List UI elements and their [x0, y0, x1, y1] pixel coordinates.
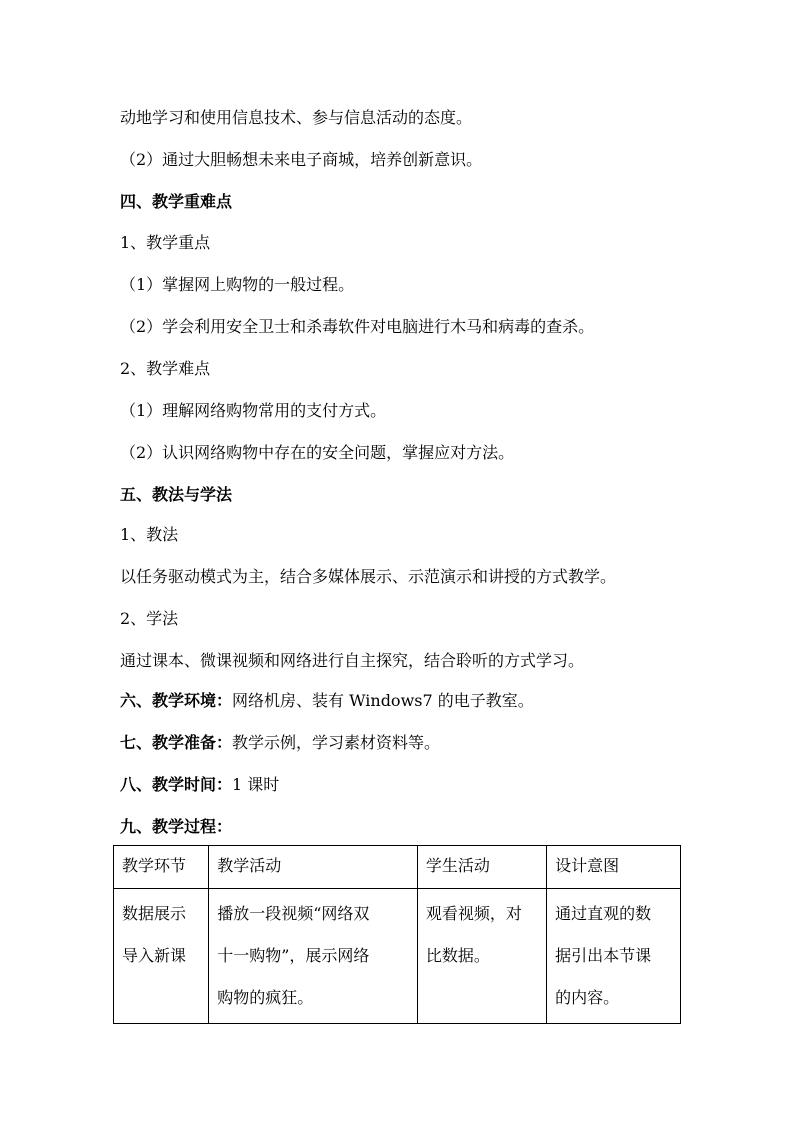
cell-line: 播放一段视频“网络双 — [217, 904, 370, 923]
prep-text: 教学示例，学习素材资料等。 — [232, 733, 441, 752]
text-line: （1）掌握网上购物的一般过程。 — [120, 275, 355, 294]
cell-line: 导入新课 — [122, 946, 187, 965]
header-cell: 教学活动 — [209, 846, 418, 889]
text-line: 通过课本、微课视频和网络进行自主探究，结合聆听的方式学习。 — [120, 651, 585, 670]
section-heading: 四、教学重难点 — [120, 192, 233, 211]
process-table — [113, 845, 681, 1024]
stage-cell — [114, 889, 209, 1024]
cell-line: 观看视频，对 — [425, 904, 522, 923]
table-header-row — [114, 846, 681, 889]
text-line: 1、教法 — [120, 525, 179, 544]
env-line — [120, 691, 534, 711]
text-line: 2、教学难点 — [120, 359, 211, 378]
cell-line: 通过直观的数 — [555, 904, 652, 923]
text-line: （2）学会利用安全卫士和杀毒软件对电脑进行木马和病毒的查杀。 — [120, 317, 595, 336]
time-label: 八、教学时间： — [120, 775, 233, 794]
text-line: 动地学习和使用信息技术、参与信息活动的态度。 — [120, 108, 473, 127]
cell-line: 购物的疯狂。 — [217, 988, 314, 1007]
table-row — [114, 889, 681, 1024]
header-cell: 教学环节 — [114, 846, 209, 889]
cell-line: 的内容。 — [555, 988, 620, 1007]
time-text: 1 课时 — [232, 775, 280, 794]
process-heading: 九、教学过程： — [120, 817, 233, 836]
header-cell: 学生活动 — [417, 846, 546, 889]
cell-line: 据引出本节课 — [555, 946, 652, 965]
env-text: 网络机房、装有 Windows7 的电子教室。 — [232, 691, 534, 710]
env-label: 六、教学环境： — [120, 691, 233, 710]
text-line: （2）认识网络购物中存在的安全问题，掌握应对方法。 — [120, 443, 515, 462]
cell-line: 数据展示 — [122, 904, 187, 923]
text-line: （2）通过大胆畅想未来电子商城，培养创新意识。 — [120, 150, 483, 169]
header-cell: 设计意图 — [547, 846, 681, 889]
section-heading: 五、教法与学法 — [120, 485, 233, 504]
intent-cell — [547, 889, 681, 1024]
text-line: （1）理解网络购物常用的支付方式。 — [120, 401, 387, 420]
prep-label: 七、教学准备： — [120, 733, 233, 752]
text-line: 1、教学重点 — [120, 233, 211, 252]
text-line: 以任务驱动模式为主，结合多媒体展示、示范演示和讲授的方式教学。 — [120, 567, 617, 586]
cell-line: 比数据。 — [425, 946, 490, 965]
prep-line — [120, 733, 440, 753]
time-line — [120, 775, 279, 795]
cell-line: 十一购物”，展示网络 — [217, 946, 370, 965]
student-cell — [417, 889, 546, 1024]
activity-cell — [209, 889, 418, 1024]
text-line: 2、学法 — [120, 609, 179, 628]
